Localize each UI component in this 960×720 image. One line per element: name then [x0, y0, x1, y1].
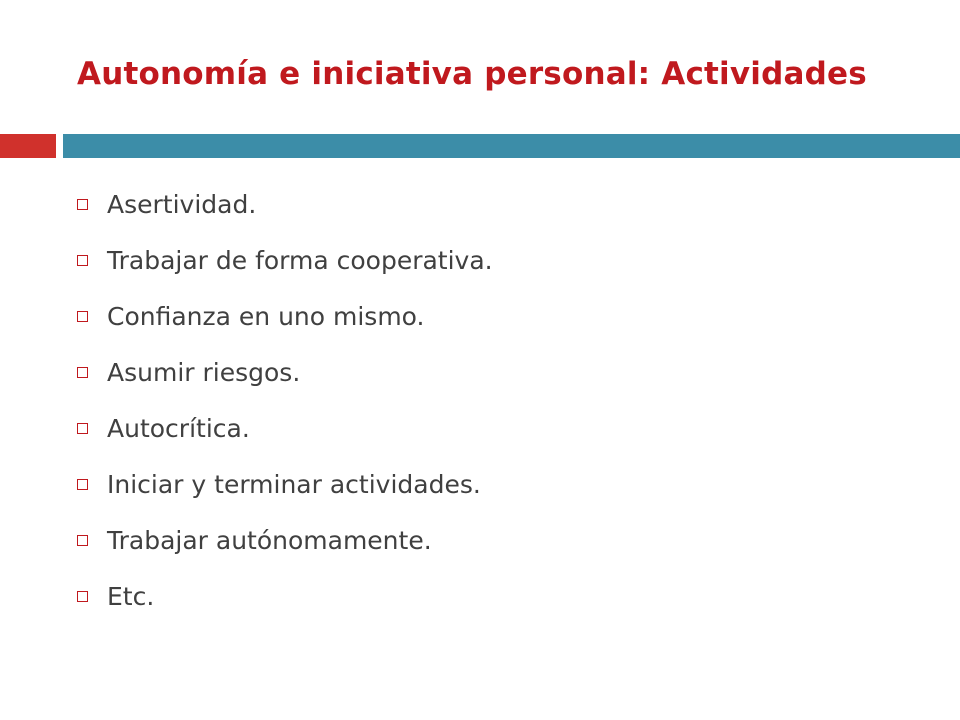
bullet-item: [77, 456, 493, 512]
square-bullet-icon: [77, 591, 88, 602]
accent-bar-teal: [63, 134, 960, 158]
square-bullet-icon: [77, 535, 88, 546]
bullet-text: Etc.: [107, 581, 155, 611]
bullet-item: [77, 512, 493, 568]
bullet-text: Confianza en uno mismo.: [107, 301, 425, 331]
bullet-item: [77, 232, 493, 288]
bullet-item: [77, 568, 493, 624]
square-bullet-icon: [77, 199, 88, 210]
bullet-item: [77, 400, 493, 456]
square-bullet-icon: [77, 479, 88, 490]
square-bullet-icon: [77, 311, 88, 322]
slide-title: Autonomía e iniciativa personal: Actividades: [77, 56, 867, 92]
bullet-item: [77, 176, 493, 232]
bullet-text: Autocrítica.: [107, 413, 250, 443]
bullet-item: [77, 344, 493, 400]
bullet-item: [77, 288, 493, 344]
square-bullet-icon: [77, 423, 88, 434]
bullet-list: [77, 176, 493, 624]
accent-bar-red: [0, 134, 56, 158]
square-bullet-icon: [77, 367, 88, 378]
square-bullet-icon: [77, 255, 88, 266]
bullet-text: Asertividad.: [107, 189, 257, 219]
bullet-text: Asumir riesgos.: [107, 357, 301, 387]
bullet-text: Trabajar autónomamente.: [107, 525, 432, 555]
bullet-text: Iniciar y terminar actividades.: [107, 469, 481, 499]
bullet-text: Trabajar de forma cooperativa.: [107, 245, 493, 275]
